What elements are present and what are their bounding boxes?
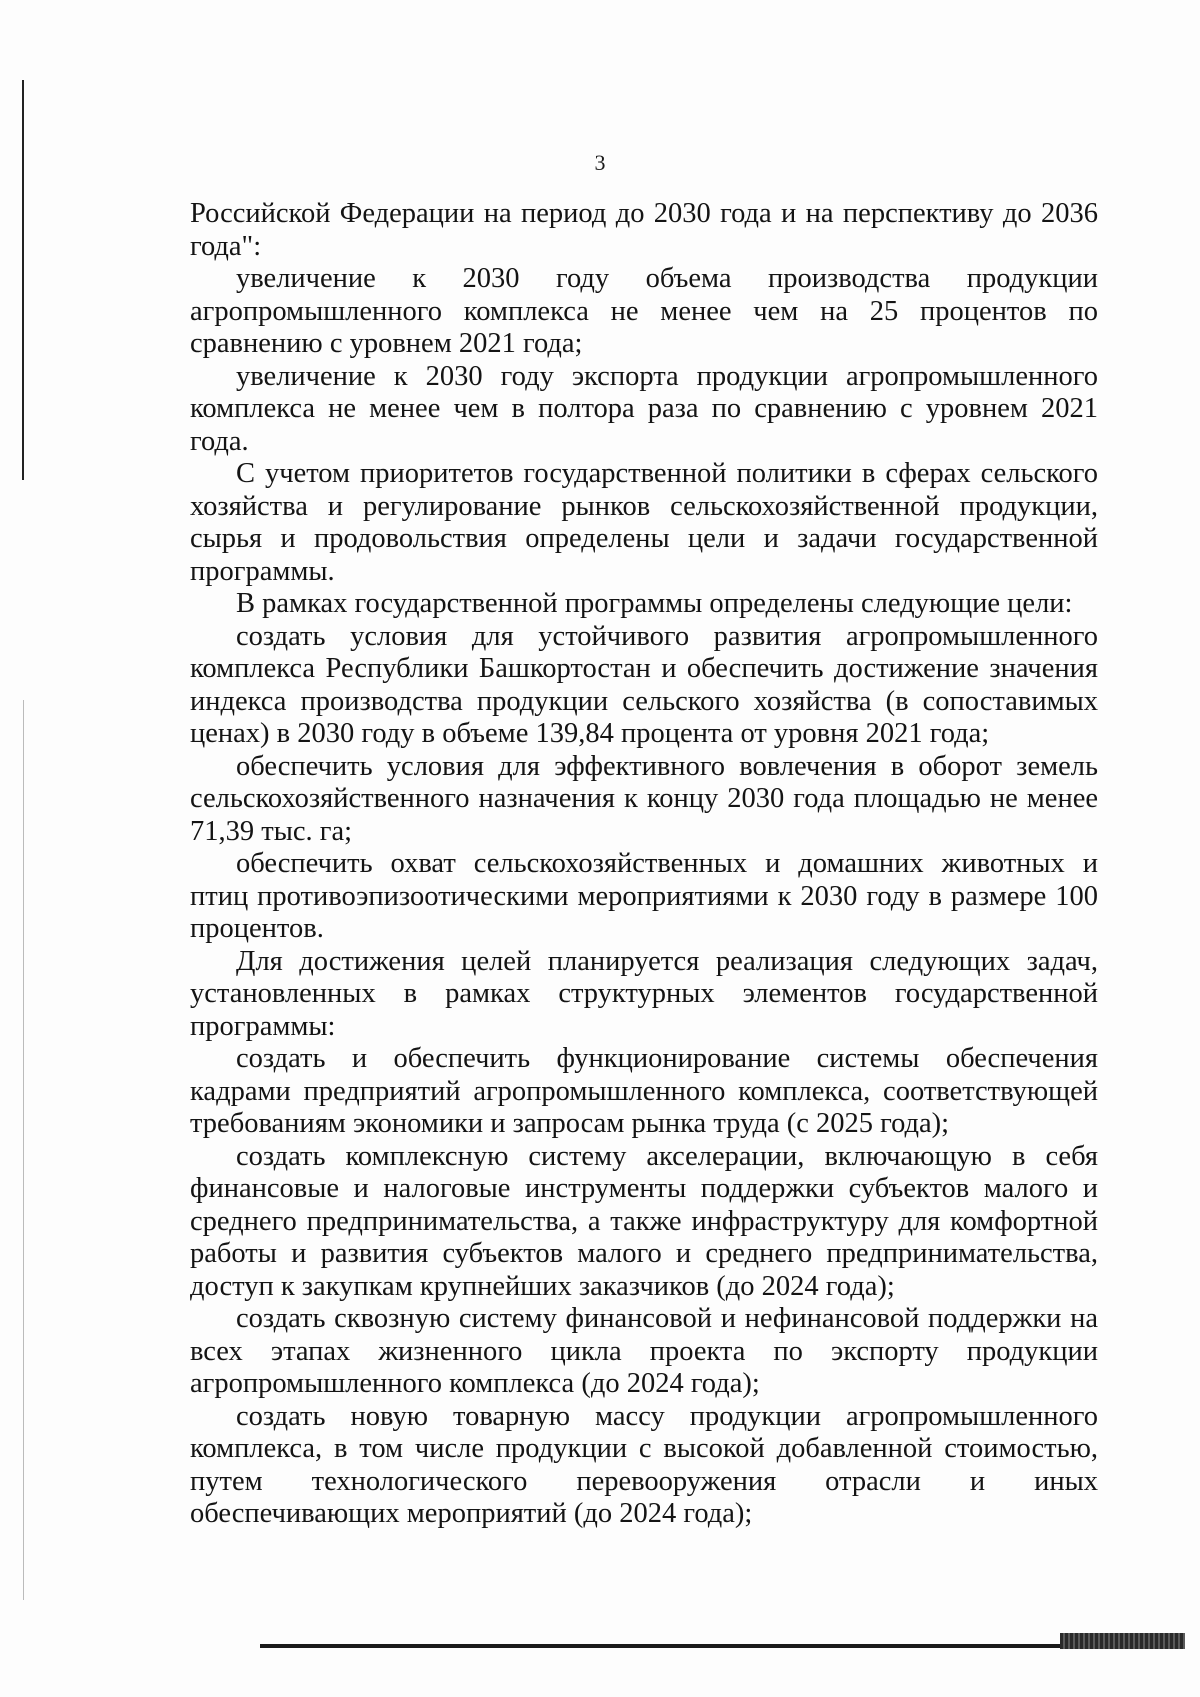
paragraph: создать новую товарную массу продукции агропромышленного комплекса, в том числе продукции с высокой добавленной стоимостью, путем технологического перевооружения отрасли и иных обеспечивающих мероприятий (до 2024 года); <box>190 1400 1098 1529</box>
paragraph: создать и обеспечить функционирование системы обеспечения кадрами предприятий агропромышленного комплекса, соответствующей требованиям экономики и запросам рынка труда (с 2025 года); <box>190 1043 1098 1139</box>
paragraph: увеличение к 2030 году объема производства продукции агропромышленного комплекса не менее чем на 25 процентов по сравнению с уровнем 2021 года; <box>190 263 1098 359</box>
paragraph: создать условия для устойчивого развития агропромышленного комплекса Республики Башкортостан и обеспечить достижение значения индекса производства продукции сельского хозяйства (в сопоставимых ценах) в 2030 году в объеме 139,84 процента от уровня 2021 года; <box>190 620 1098 749</box>
document-body <box>190 198 1098 1531</box>
paragraph: создать сквозную систему финансовой и нефинансовой поддержки на всех этапах жизненного цикла проекта по экспорту продукции агропромышленного комплекса (до 2024 года); <box>190 1303 1098 1399</box>
paragraph: увеличение к 2030 году экспорта продукции агропромышленного комплекса не менее чем в полтора раза по сравнению с уровнем 2021 года. <box>190 360 1098 457</box>
scan-edge-line-faint <box>23 700 24 1600</box>
scan-edge-line <box>22 80 24 480</box>
scan-bottom-edge <box>260 1644 1180 1648</box>
paragraph: С учетом приоритетов государственной политики в сферах сельского хозяйства и регулирование рынков сельскохозяйственной продукции, сырья и продовольствия определены цели и задачи государственной программы. <box>190 458 1098 587</box>
paragraph: обеспечить условия для эффективного вовлечения в оборот земель сельскохозяйственного назначения к концу 2030 года площадью не менее 71,39 тыс. га; <box>190 750 1098 847</box>
paragraph: Российской Федерации на период до 2030 года и на перспективу до 2036 года": <box>190 198 1098 262</box>
paragraph: обеспечить охват сельскохозяйственных и домашних животных и птиц противоэпизоотическими мероприятиями к 2030 году в размере 100 процентов. <box>190 848 1098 944</box>
paragraph: В рамках государственной программы определены следующие цели: <box>236 588 1073 619</box>
page-number: 3 <box>594 150 606 175</box>
paragraph: создать комплексную систему акселерации, включающую в себя финансовые и налоговые инструменты поддержки субъектов малого и среднего предпринимательства, а также инфраструктуру для комфортной работы и развития субъектов малого и среднего предпринимательства, доступ к закупкам крупнейших заказчиков (до 2024 года); <box>190 1140 1098 1302</box>
paragraph: Для достижения целей планируется реализация следующих задач, установленных в рамках структурных элементов государственной программы: <box>190 945 1098 1042</box>
scan-bottom-noise <box>1060 1633 1185 1649</box>
